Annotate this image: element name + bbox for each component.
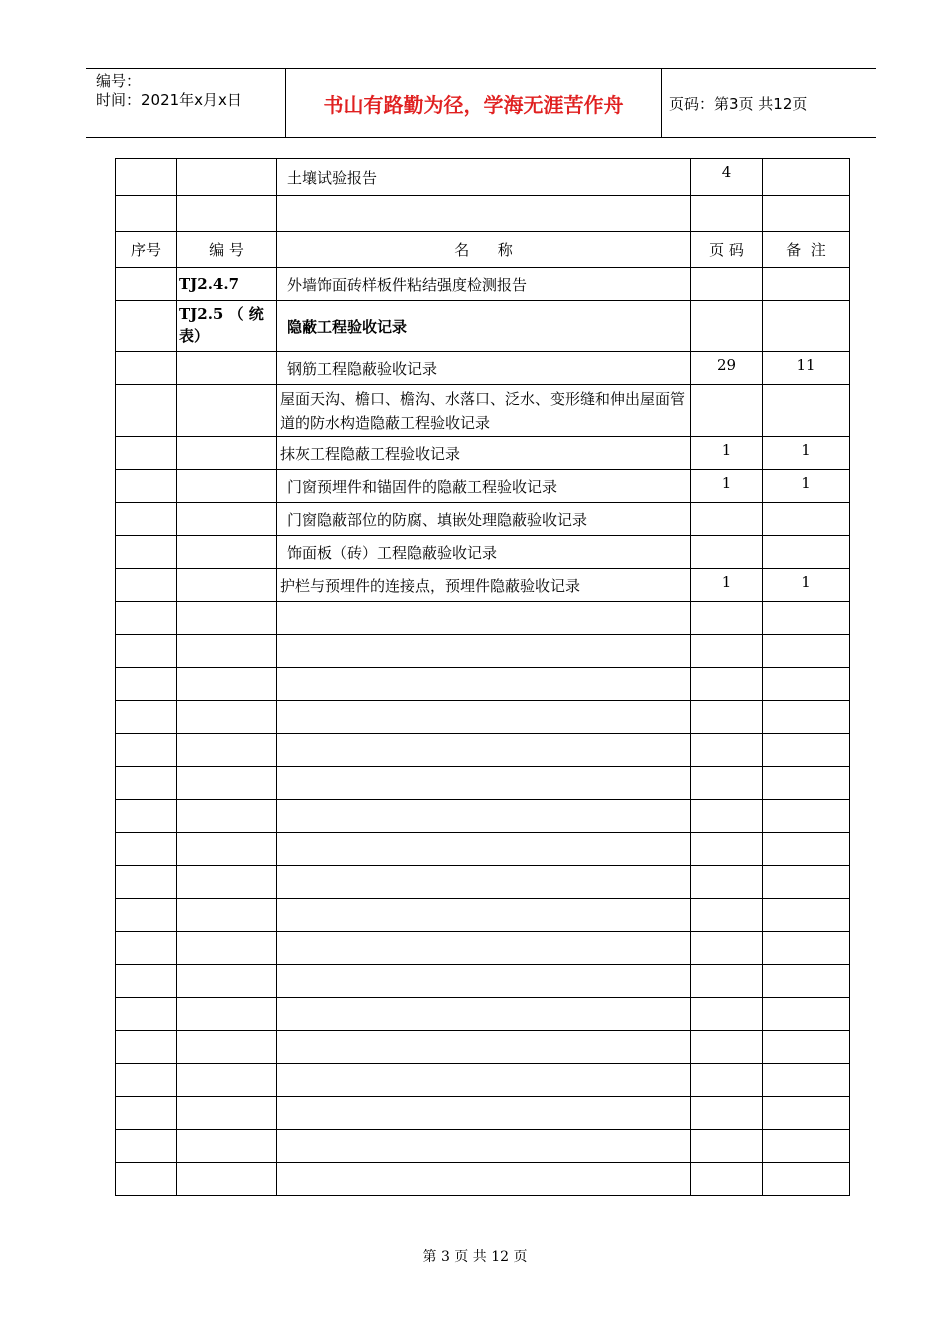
page-cell xyxy=(691,767,763,800)
page-cell xyxy=(691,668,763,701)
column-header-name: 名 称 xyxy=(277,232,691,268)
note-cell: 1 xyxy=(763,470,850,503)
note-cell xyxy=(763,602,850,635)
note-cell xyxy=(763,536,850,569)
name-cell xyxy=(277,1097,691,1130)
empty-table-row xyxy=(116,833,850,866)
code-cell xyxy=(177,899,277,932)
code-cell xyxy=(177,1130,277,1163)
note-cell xyxy=(763,503,850,536)
code-cell xyxy=(177,470,277,503)
column-header-note: 备 注 xyxy=(763,232,850,268)
note-cell xyxy=(763,635,850,668)
note-cell xyxy=(763,1163,850,1196)
seq-cell xyxy=(116,268,177,301)
note-cell xyxy=(763,1064,850,1097)
page-cell xyxy=(691,1163,763,1196)
empty-table-row xyxy=(116,1130,850,1163)
page-cell xyxy=(691,1097,763,1130)
name-cell: 护栏与预埋件的连接点，预埋件隐蔽验收记录 xyxy=(277,569,691,602)
code-cell xyxy=(177,1064,277,1097)
name-cell: 抹灰工程隐蔽工程验收记录 xyxy=(277,437,691,470)
note-cell: 11 xyxy=(763,352,850,385)
note-cell xyxy=(763,159,850,196)
note-cell xyxy=(763,866,850,899)
page-cell xyxy=(691,602,763,635)
page-cell xyxy=(691,635,763,668)
empty-table-row xyxy=(116,899,850,932)
seq-cell xyxy=(116,1130,177,1163)
empty-table-row xyxy=(116,998,850,1031)
code-cell xyxy=(177,352,277,385)
seq-cell xyxy=(116,998,177,1031)
name-cell xyxy=(277,734,691,767)
code-cell xyxy=(177,668,277,701)
seq-cell xyxy=(116,301,177,352)
name-cell xyxy=(277,701,691,734)
name-cell xyxy=(277,899,691,932)
name-cell xyxy=(277,635,691,668)
code-cell xyxy=(177,998,277,1031)
name-cell xyxy=(277,833,691,866)
note-cell xyxy=(763,701,850,734)
note-cell xyxy=(763,1097,850,1130)
header-meta xyxy=(86,69,286,137)
code-cell xyxy=(177,965,277,998)
column-header-page: 页 码 xyxy=(691,232,763,268)
seq-cell xyxy=(116,159,177,196)
name-cell xyxy=(277,866,691,899)
empty-table-row xyxy=(116,1064,850,1097)
code-cell xyxy=(177,196,277,232)
empty-table-row xyxy=(116,767,850,800)
table-row xyxy=(116,385,850,437)
note-cell xyxy=(763,385,850,437)
table-row xyxy=(116,470,850,503)
name-cell: 饰面板（砖）工程隐蔽验收记录 xyxy=(277,536,691,569)
empty-table-row xyxy=(116,965,850,998)
name-cell xyxy=(277,932,691,965)
name-cell xyxy=(277,1031,691,1064)
seq-cell xyxy=(116,899,177,932)
note-cell xyxy=(763,1031,850,1064)
note-cell xyxy=(763,998,850,1031)
number-label: 编号： xyxy=(96,72,142,90)
seq-cell xyxy=(116,196,177,232)
empty-table-row xyxy=(116,1163,850,1196)
seq-cell xyxy=(116,668,177,701)
table-row xyxy=(116,536,850,569)
page-cell xyxy=(691,268,763,301)
code-cell xyxy=(177,734,277,767)
note-cell: 1 xyxy=(763,569,850,602)
note-cell xyxy=(763,268,850,301)
time-label: 时间：2021年x月x日 xyxy=(96,91,242,109)
note-cell: 1 xyxy=(763,437,850,470)
page-cell xyxy=(691,899,763,932)
empty-table-row xyxy=(116,932,850,965)
page-cell xyxy=(691,503,763,536)
code-cell xyxy=(177,503,277,536)
empty-table-row xyxy=(116,635,850,668)
seq-cell xyxy=(116,1163,177,1196)
empty-table-row xyxy=(116,1097,850,1130)
seq-cell xyxy=(116,569,177,602)
name-cell xyxy=(277,602,691,635)
seq-cell xyxy=(116,767,177,800)
empty-table-row xyxy=(116,800,850,833)
code-cell xyxy=(177,833,277,866)
note-cell xyxy=(763,899,850,932)
seq-cell xyxy=(116,932,177,965)
seq-cell xyxy=(116,503,177,536)
header-motto: 书山有路勤为径，学海无涯苦作舟 xyxy=(286,69,662,137)
code-cell: TJ2.5 （ 统表） xyxy=(177,301,277,352)
table-row xyxy=(116,437,850,470)
code-cell xyxy=(177,159,277,196)
code-cell xyxy=(177,701,277,734)
page-cell: 1 xyxy=(691,470,763,503)
name-cell xyxy=(277,1064,691,1097)
note-cell xyxy=(763,734,850,767)
column-header-code: 编 号 xyxy=(177,232,277,268)
name-cell xyxy=(277,965,691,998)
table-row xyxy=(116,503,850,536)
empty-table-row xyxy=(116,866,850,899)
page-cell: 4 xyxy=(691,159,763,196)
code-cell xyxy=(177,1031,277,1064)
page-cell xyxy=(691,932,763,965)
page-cell xyxy=(691,833,763,866)
page-cell xyxy=(691,301,763,352)
seq-cell xyxy=(116,965,177,998)
code-cell xyxy=(177,1163,277,1196)
table-row xyxy=(116,159,850,196)
seq-cell xyxy=(116,635,177,668)
note-cell xyxy=(763,800,850,833)
code-cell xyxy=(177,866,277,899)
name-cell: 门窗预埋件和锚固件的隐蔽工程验收记录 xyxy=(277,470,691,503)
name-cell xyxy=(277,196,691,232)
seq-cell xyxy=(116,866,177,899)
page-cell xyxy=(691,1130,763,1163)
note-cell xyxy=(763,668,850,701)
seq-cell xyxy=(116,385,177,437)
seq-cell xyxy=(116,602,177,635)
name-cell: 土壤试验报告 xyxy=(277,159,691,196)
name-cell: 门窗隐蔽部位的防腐、填嵌处理隐蔽验收记录 xyxy=(277,503,691,536)
page-header xyxy=(86,68,876,138)
page-cell xyxy=(691,866,763,899)
column-header-seq: 序号 xyxy=(116,232,177,268)
seq-cell xyxy=(116,1064,177,1097)
code-cell xyxy=(177,569,277,602)
page-cell xyxy=(691,998,763,1031)
name-cell: 屋面天沟、檐口、檐沟、水落口、泛水、变形缝和伸出屋面管道的防水构造隐蔽工程验收记录 xyxy=(277,385,691,437)
code-cell xyxy=(177,536,277,569)
empty-table-row xyxy=(116,734,850,767)
seq-cell xyxy=(116,833,177,866)
page-cell xyxy=(691,1031,763,1064)
empty-table-row xyxy=(116,1031,850,1064)
note-cell xyxy=(763,1130,850,1163)
seq-cell xyxy=(116,437,177,470)
table-row xyxy=(116,301,850,352)
table-row xyxy=(116,569,850,602)
table-row xyxy=(116,268,850,301)
note-cell xyxy=(763,196,850,232)
empty-table-row xyxy=(116,602,850,635)
page-cell xyxy=(691,800,763,833)
name-cell xyxy=(277,1130,691,1163)
note-cell xyxy=(763,932,850,965)
page-cell xyxy=(691,196,763,232)
code-cell xyxy=(177,1097,277,1130)
page-cell xyxy=(691,701,763,734)
code-cell xyxy=(177,635,277,668)
seq-cell xyxy=(116,1097,177,1130)
table-row xyxy=(116,196,850,232)
name-cell xyxy=(277,668,691,701)
code-cell xyxy=(177,767,277,800)
document-index-table xyxy=(115,158,850,1196)
seq-cell xyxy=(116,1031,177,1064)
page-cell xyxy=(691,536,763,569)
page-cell: 29 xyxy=(691,352,763,385)
name-cell: 隐蔽工程验收记录 xyxy=(277,301,691,352)
seq-cell xyxy=(116,800,177,833)
seq-cell xyxy=(116,352,177,385)
page-cell xyxy=(691,385,763,437)
page-cell: 1 xyxy=(691,569,763,602)
page-cell xyxy=(691,734,763,767)
note-cell xyxy=(763,301,850,352)
code-cell: TJ2.4.7 xyxy=(177,268,277,301)
page-cell xyxy=(691,965,763,998)
empty-table-row xyxy=(116,668,850,701)
note-cell xyxy=(763,965,850,998)
name-cell xyxy=(277,1163,691,1196)
name-cell xyxy=(277,767,691,800)
name-cell: 外墙饰面砖样板件粘结强度检测报告 xyxy=(277,268,691,301)
page-footer: 第 3 页 共 12 页 xyxy=(422,1249,528,1265)
code-cell xyxy=(177,437,277,470)
code-cell xyxy=(177,385,277,437)
empty-table-row xyxy=(116,701,850,734)
code-cell xyxy=(177,932,277,965)
seq-cell xyxy=(116,470,177,503)
page-cell: 1 xyxy=(691,437,763,470)
table-header-row xyxy=(116,232,850,268)
table-row xyxy=(116,352,850,385)
name-cell: 钢筋工程隐蔽验收记录 xyxy=(277,352,691,385)
name-cell xyxy=(277,800,691,833)
seq-cell xyxy=(116,734,177,767)
note-cell xyxy=(763,767,850,800)
code-cell xyxy=(177,800,277,833)
header-page-info: 页码：第3页 共12页 xyxy=(669,94,808,113)
page-cell xyxy=(691,1064,763,1097)
code-cell xyxy=(177,602,277,635)
name-cell xyxy=(277,998,691,1031)
empty-rows-group xyxy=(116,602,850,1196)
seq-cell xyxy=(116,701,177,734)
seq-cell xyxy=(116,536,177,569)
note-cell xyxy=(763,833,850,866)
